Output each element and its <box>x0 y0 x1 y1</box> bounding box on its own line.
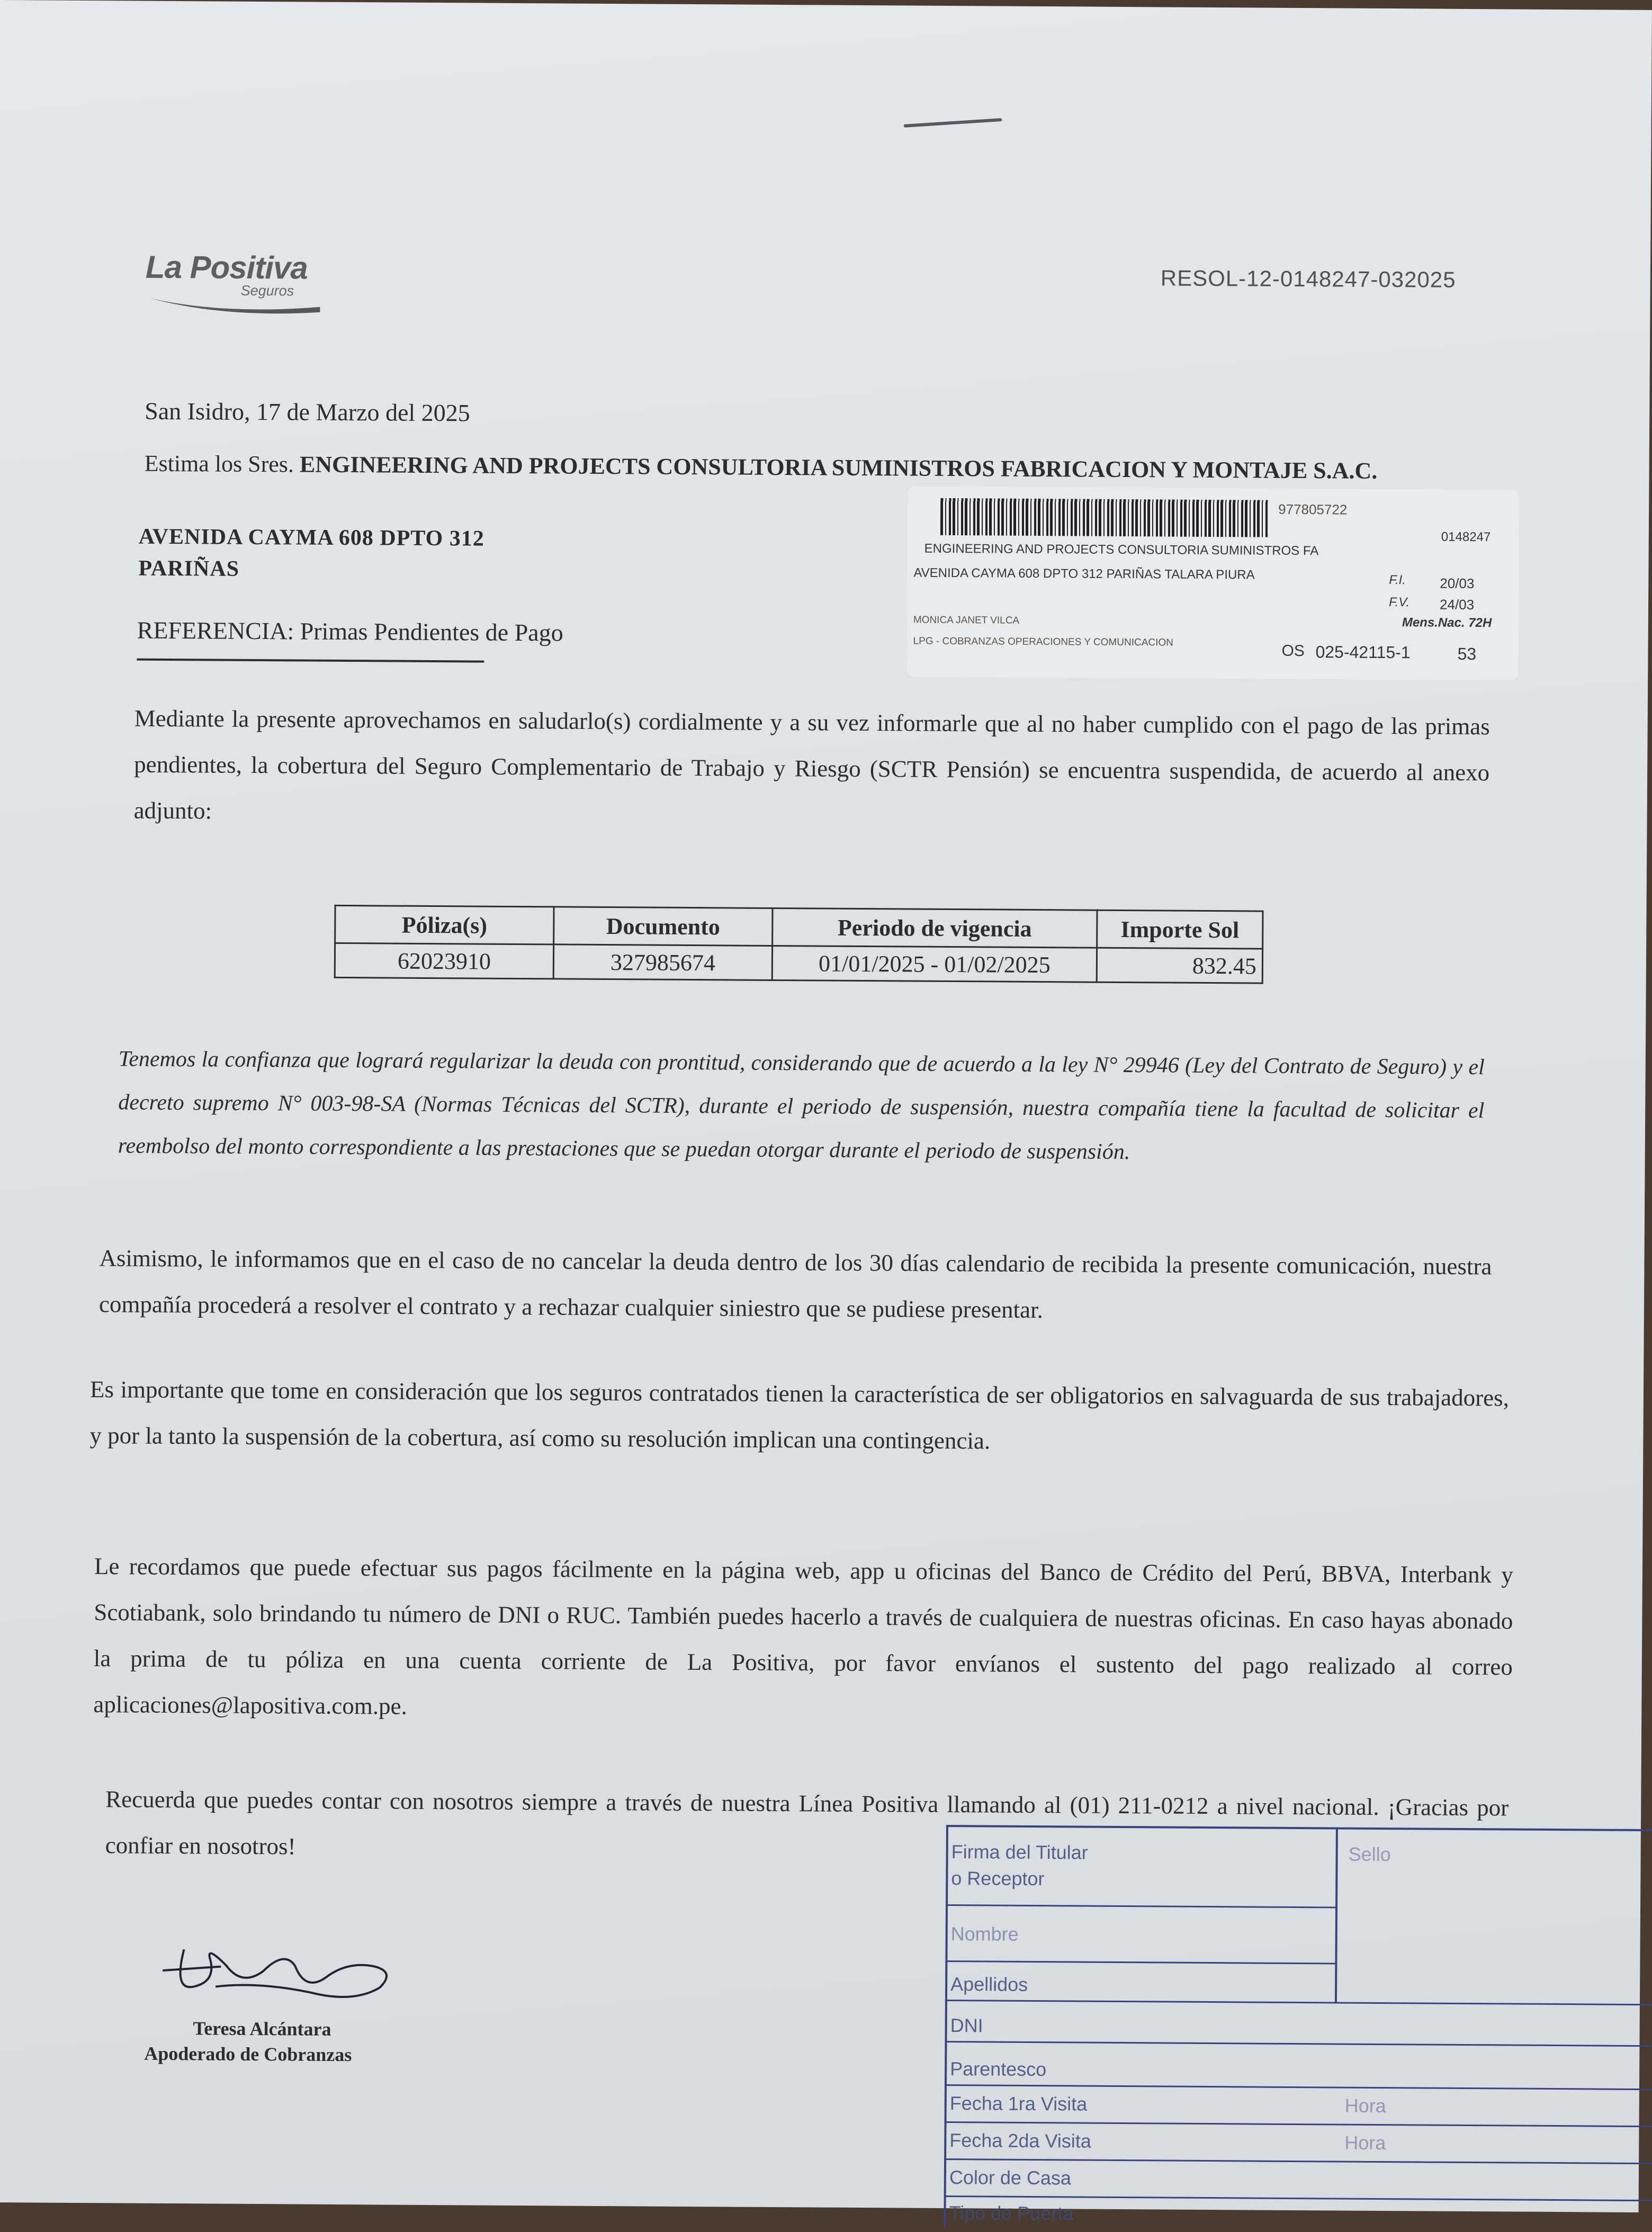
reference-line: REFERENCIA: Primas Pendientes de Pago <box>137 616 563 646</box>
greeting-prefix: Estima los Sres. <box>144 450 294 478</box>
stamp-visita-1: Fecha 1ra Visita <box>949 2092 1088 2115</box>
stamp-apellidos: Apellidos <box>950 1973 1028 1995</box>
paragraph-payment: Le recordamos que puede efectuar sus pagos fácilmente en la página web, app u oficinas del Banco de Crédito del Perú, BBVA, Interbank y Scotiabank, solo brindando tu número de DNI o RUC. También puedes hacerlo a través de cualquiera de nuestras oficinas. En caso hayas abonado la prima de tu póliza en una cuenta corriente de La Positiva, por favor envíanos el sustento del pago realizado al correo aplicaciones@lapositiva.com.pe. <box>93 1553 1514 1720</box>
label-address: AVENIDA CAYMA 608 DPTO 312 PARIÑAS TALARA PIURA <box>913 565 1255 582</box>
stamp-hora-1: Hora <box>1344 2094 1386 2117</box>
table-header-row <box>335 905 1263 949</box>
stamp-divider <box>945 2121 1652 2128</box>
logo-wordmark: La Positiva <box>145 249 308 286</box>
stamp-dni: DNI <box>950 2014 983 2037</box>
signatory-name: Teresa Alcántara <box>193 2018 331 2040</box>
stamp-hora-2: Hora <box>1344 2131 1386 2154</box>
label-department: LPG - COBRANZAS OPERACIONES Y COMUNICACION <box>913 635 1173 649</box>
paragraph-intro: Mediante la presente aprovechamos en saludarlo(s) cordialmente y a su vez informarle que al no haber cumplido con el pago de las primas pendientes, la cobertura del Seguro Complementario de Trabajo y Riesgo (SCTR Pensión) se encuentra suspendida, de acuerdo al anexo adjunto: <box>133 705 1490 824</box>
table-row <box>335 943 1262 983</box>
delivery-stamp <box>944 1825 1652 2232</box>
cell-periodo: 01/01/2025 - 01/02/2025 <box>772 946 1097 982</box>
label-count: 53 <box>1457 644 1477 664</box>
label-agent: MONICA JANET VILCA <box>913 614 1020 626</box>
staple <box>904 118 1002 128</box>
logo-subtitle: Seguros <box>240 282 294 299</box>
barcode-icon <box>940 498 1269 537</box>
stamp-receptor: o Receptor <box>951 1867 1045 1890</box>
cell-poliza: 62023910 <box>335 943 553 979</box>
paragraph-confidence: Tenemos la confianza que logrará regularizar la deuda con prontitud, considerando que de acuerdo a la ley N° 29946 (Ley del Contrato de Seguro) y el decreto supremo N° 003-98-SA (Normas Técnicas del SCTR), durante el periodo de suspensión, nuestra compañía tiene la facultad de solicitar el reembolso del monto correspondiente a las prestaciones que se puedan otorgar durante el periodo de suspensión. <box>118 1047 1485 1165</box>
mailing-label <box>906 486 1519 680</box>
stamp-color-casa: Color de Casa <box>949 2166 1072 2189</box>
label-fv: F.V. <box>1389 595 1410 610</box>
address-line-1: AVENIDA CAYMA 608 DPTO 312 <box>138 524 484 551</box>
address-line-2: PARIÑAS <box>138 556 240 581</box>
stamp-divider <box>945 2041 1652 2047</box>
label-os: OS <box>1281 642 1305 660</box>
cell-importe: 832.45 <box>1097 948 1262 983</box>
letter-date: San Isidro, 17 de Marzo del 2025 <box>145 397 470 427</box>
label-name: ENGINEERING AND PROJECTS CONSULTORIA SUMINISTROS FA <box>924 541 1319 559</box>
signature-icon <box>152 1928 407 2014</box>
label-code: 0148247 <box>1441 529 1491 545</box>
label-fi-value: 20/03 <box>1440 575 1475 592</box>
stamp-nombre: Nombre <box>950 1923 1019 1945</box>
policy-table <box>334 905 1264 984</box>
stamp-tipo-puerta: Tipo de Puerta <box>949 2202 1074 2225</box>
stamp-divider <box>945 1960 1335 1964</box>
stamp-sello: Sello <box>1348 1843 1391 1866</box>
label-fv-value: 24/03 <box>1439 596 1475 613</box>
cell-documento: 327985674 <box>553 944 772 980</box>
stamp-visita-2: Fecha 2da Visita <box>949 2129 1091 2152</box>
recipient-name: ENGINEERING AND PROJECTS CONSULTORIA SUMINISTROS FABRICACION Y MONTAJE S.A.C. <box>299 451 1378 484</box>
paragraph-resolution: Asimismo, le informamos que en el caso de no cancelar la deuda dentro de los 30 días calendario de recibida la presente comunicación, nuestra compañía procederá a resolver el contrato y a rechazar cualquier siniestro que se pudiese presentar. <box>98 1245 1492 1324</box>
label-fi: F.I. <box>1389 573 1406 588</box>
col-documento: Documento <box>554 907 773 946</box>
signatory-title: Apoderado de Cobranzas <box>144 2042 352 2066</box>
stamp-firma: Firma del Titular <box>951 1841 1088 1864</box>
company-logo <box>145 249 336 317</box>
paragraph-contact: Recuerda que puedes contar con nosotros siempre a través de nuestra Línea Positiva llamando al (01) 211-0212 a nivel nacional. ¡Gracias por confiar en nosotros! <box>105 1786 1509 1860</box>
barcode-number: 977805722 <box>1278 501 1348 518</box>
reference-underline <box>137 659 484 663</box>
stamp-divider <box>945 2084 1652 2091</box>
stamp-parentesco: Parentesco <box>950 2058 1047 2081</box>
stamp-divider <box>944 2158 1652 2165</box>
stamp-divider <box>944 2195 1652 2202</box>
stamp-border <box>944 1825 948 2227</box>
label-service: Mens.Nac. 72H <box>1402 615 1492 631</box>
col-importe: Importe Sol <box>1097 910 1263 949</box>
paragraph-obligation: Es importante que tome en consideración que los seguros contratados tienen la característica de ser obligatorios en salvaguarda de sus trabajadores, y por la tanto la suspensión de la cobertura, así como su resolución implican una contingencia. <box>89 1376 1510 1454</box>
stamp-divider <box>1335 1827 1338 2002</box>
col-poliza: Póliza(s) <box>335 905 554 944</box>
stamp-divider <box>946 1904 1335 1908</box>
reference-code: RESOL-12-0148247-032025 <box>1160 265 1456 292</box>
stamp-divider <box>945 2000 1652 2006</box>
greeting <box>145 450 1378 484</box>
col-periodo: Periodo de vigencia <box>773 908 1097 948</box>
label-os-number: 025-42115-1 <box>1315 642 1411 662</box>
